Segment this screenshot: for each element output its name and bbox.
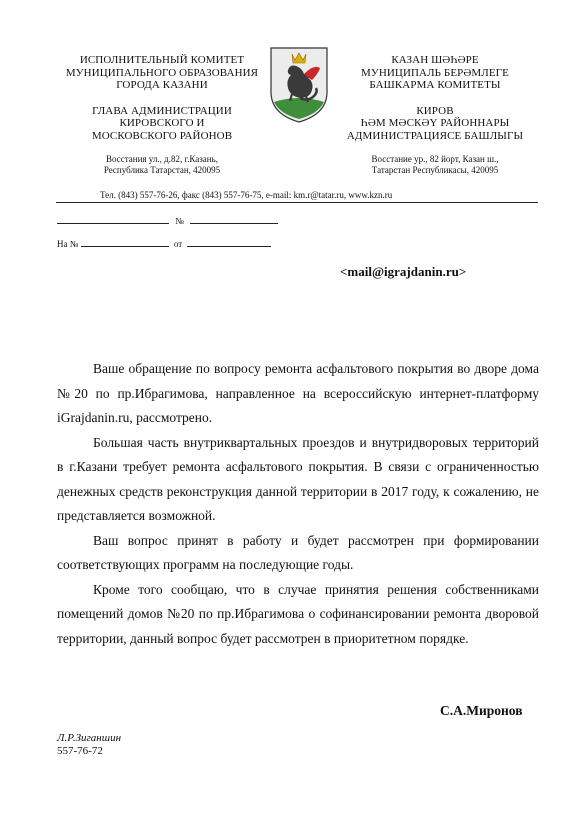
left-head-title	[46, 105, 278, 143]
left-address	[46, 154, 278, 176]
right-org-name	[330, 54, 540, 92]
body-paragraph: Ваш вопрос принят в работу и будет рассмотрен при формировании соответствующих программ на последующие годы.	[57, 532, 539, 572]
outgoing-number-blank	[190, 214, 278, 224]
outgoing-number-field	[57, 214, 278, 226]
right-address	[330, 154, 540, 176]
left-head-line: ГЛАВА АДМИНИСТРАЦИИ	[92, 104, 232, 117]
right-org-line: КАЗАН ШӘҺӘРЕ	[391, 54, 479, 66]
left-org-line: МУНИЦИПАЛЬНОГО ОБРАЗОВАНИЯ	[65, 66, 259, 79]
contacts-line: Тел. (843) 557-76-26, факс (843) 557-76-75, e-mail: km.r@tatar.ru, www.kzn.ru	[100, 190, 393, 200]
from-label: от	[173, 239, 183, 249]
left-address-line: Восстания ул., д.82, г.Казань,	[106, 154, 218, 164]
right-org-line: БАШКАРМА КОМИТЕТЫ	[369, 79, 501, 91]
body-paragraph: Ваше обращение по вопросу ремонта асфальтового покрытия во дворе дома №20 по пр.Ибрагимова, направленное на всероссийскую интернет-платформу iGrajdanin.ru, рассмотрено.	[57, 361, 539, 425]
recipient-email: <mail@igrajdanin.ru>	[340, 264, 467, 279]
left-head-line: МОСКОВСКОГО РАЙОНОВ	[91, 129, 233, 142]
incoming-date-blank	[187, 237, 271, 247]
left-head-line: КИРОВСКОГО И	[119, 117, 205, 129]
outgoing-date-blank	[57, 214, 169, 224]
header-left-block	[46, 54, 278, 176]
number-sign: №	[175, 216, 184, 226]
left-org-line: ИСПОЛНИТЕЛЬНЫЙ КОМИТЕТ	[79, 54, 245, 66]
right-head-line: АДМИНИСТРАЦИЯСЕ БАШЛЫГЫ	[346, 129, 524, 142]
body-paragraph: Кроме того сообщаю, что в случае принятия решения собственниками помещений домов №20 по пр.Ибрагимова о софинансировании ремонта дворовой территории, данный вопрос будет рассмотрен в приоритетном порядке.	[57, 581, 539, 646]
executor-name: Л.Р.Зиганшин	[57, 732, 122, 744]
right-head-line: КИРОВ	[416, 104, 454, 117]
incoming-number-blank	[81, 237, 169, 247]
left-org-line: ГОРОДА КАЗАНИ	[116, 79, 208, 91]
right-org-line: МУНИЦИПАЛЬ БЕРӘМЛЕГЕ	[361, 66, 509, 79]
body-paragraph: Большая часть внутриквартальных проездов и внутридворовых территорий в г.Казани требует ремонта асфальтового покрытия. В связи с ограниченностью денежных средств реконструкция данной территории в 2017 году, к сожалению, не представляется возможной.	[57, 434, 539, 523]
right-address-line: Восстание ур., 82 йорт, Казан ш.,	[371, 154, 499, 164]
header-right-block	[330, 54, 540, 176]
letter-body	[57, 357, 539, 651]
on-number-label: На №	[57, 239, 79, 249]
incoming-reference-field	[57, 237, 271, 249]
right-head-title	[330, 105, 540, 143]
executor-phone: 557-76-72	[57, 745, 103, 757]
right-head-line: ҺӘМ МӘСКӘҮ РАЙОННАРЫ	[360, 117, 510, 129]
left-org-name	[46, 54, 278, 92]
emblem-svg	[268, 44, 330, 124]
right-address-line: Татарстан Республикасы, 420095	[371, 165, 499, 175]
left-address-line: Республика Татарстан, 420095	[103, 165, 221, 175]
kazan-coat-of-arms-icon	[268, 44, 330, 124]
header-divider	[56, 202, 538, 203]
signature-name: С.А.Миронов	[440, 703, 523, 718]
